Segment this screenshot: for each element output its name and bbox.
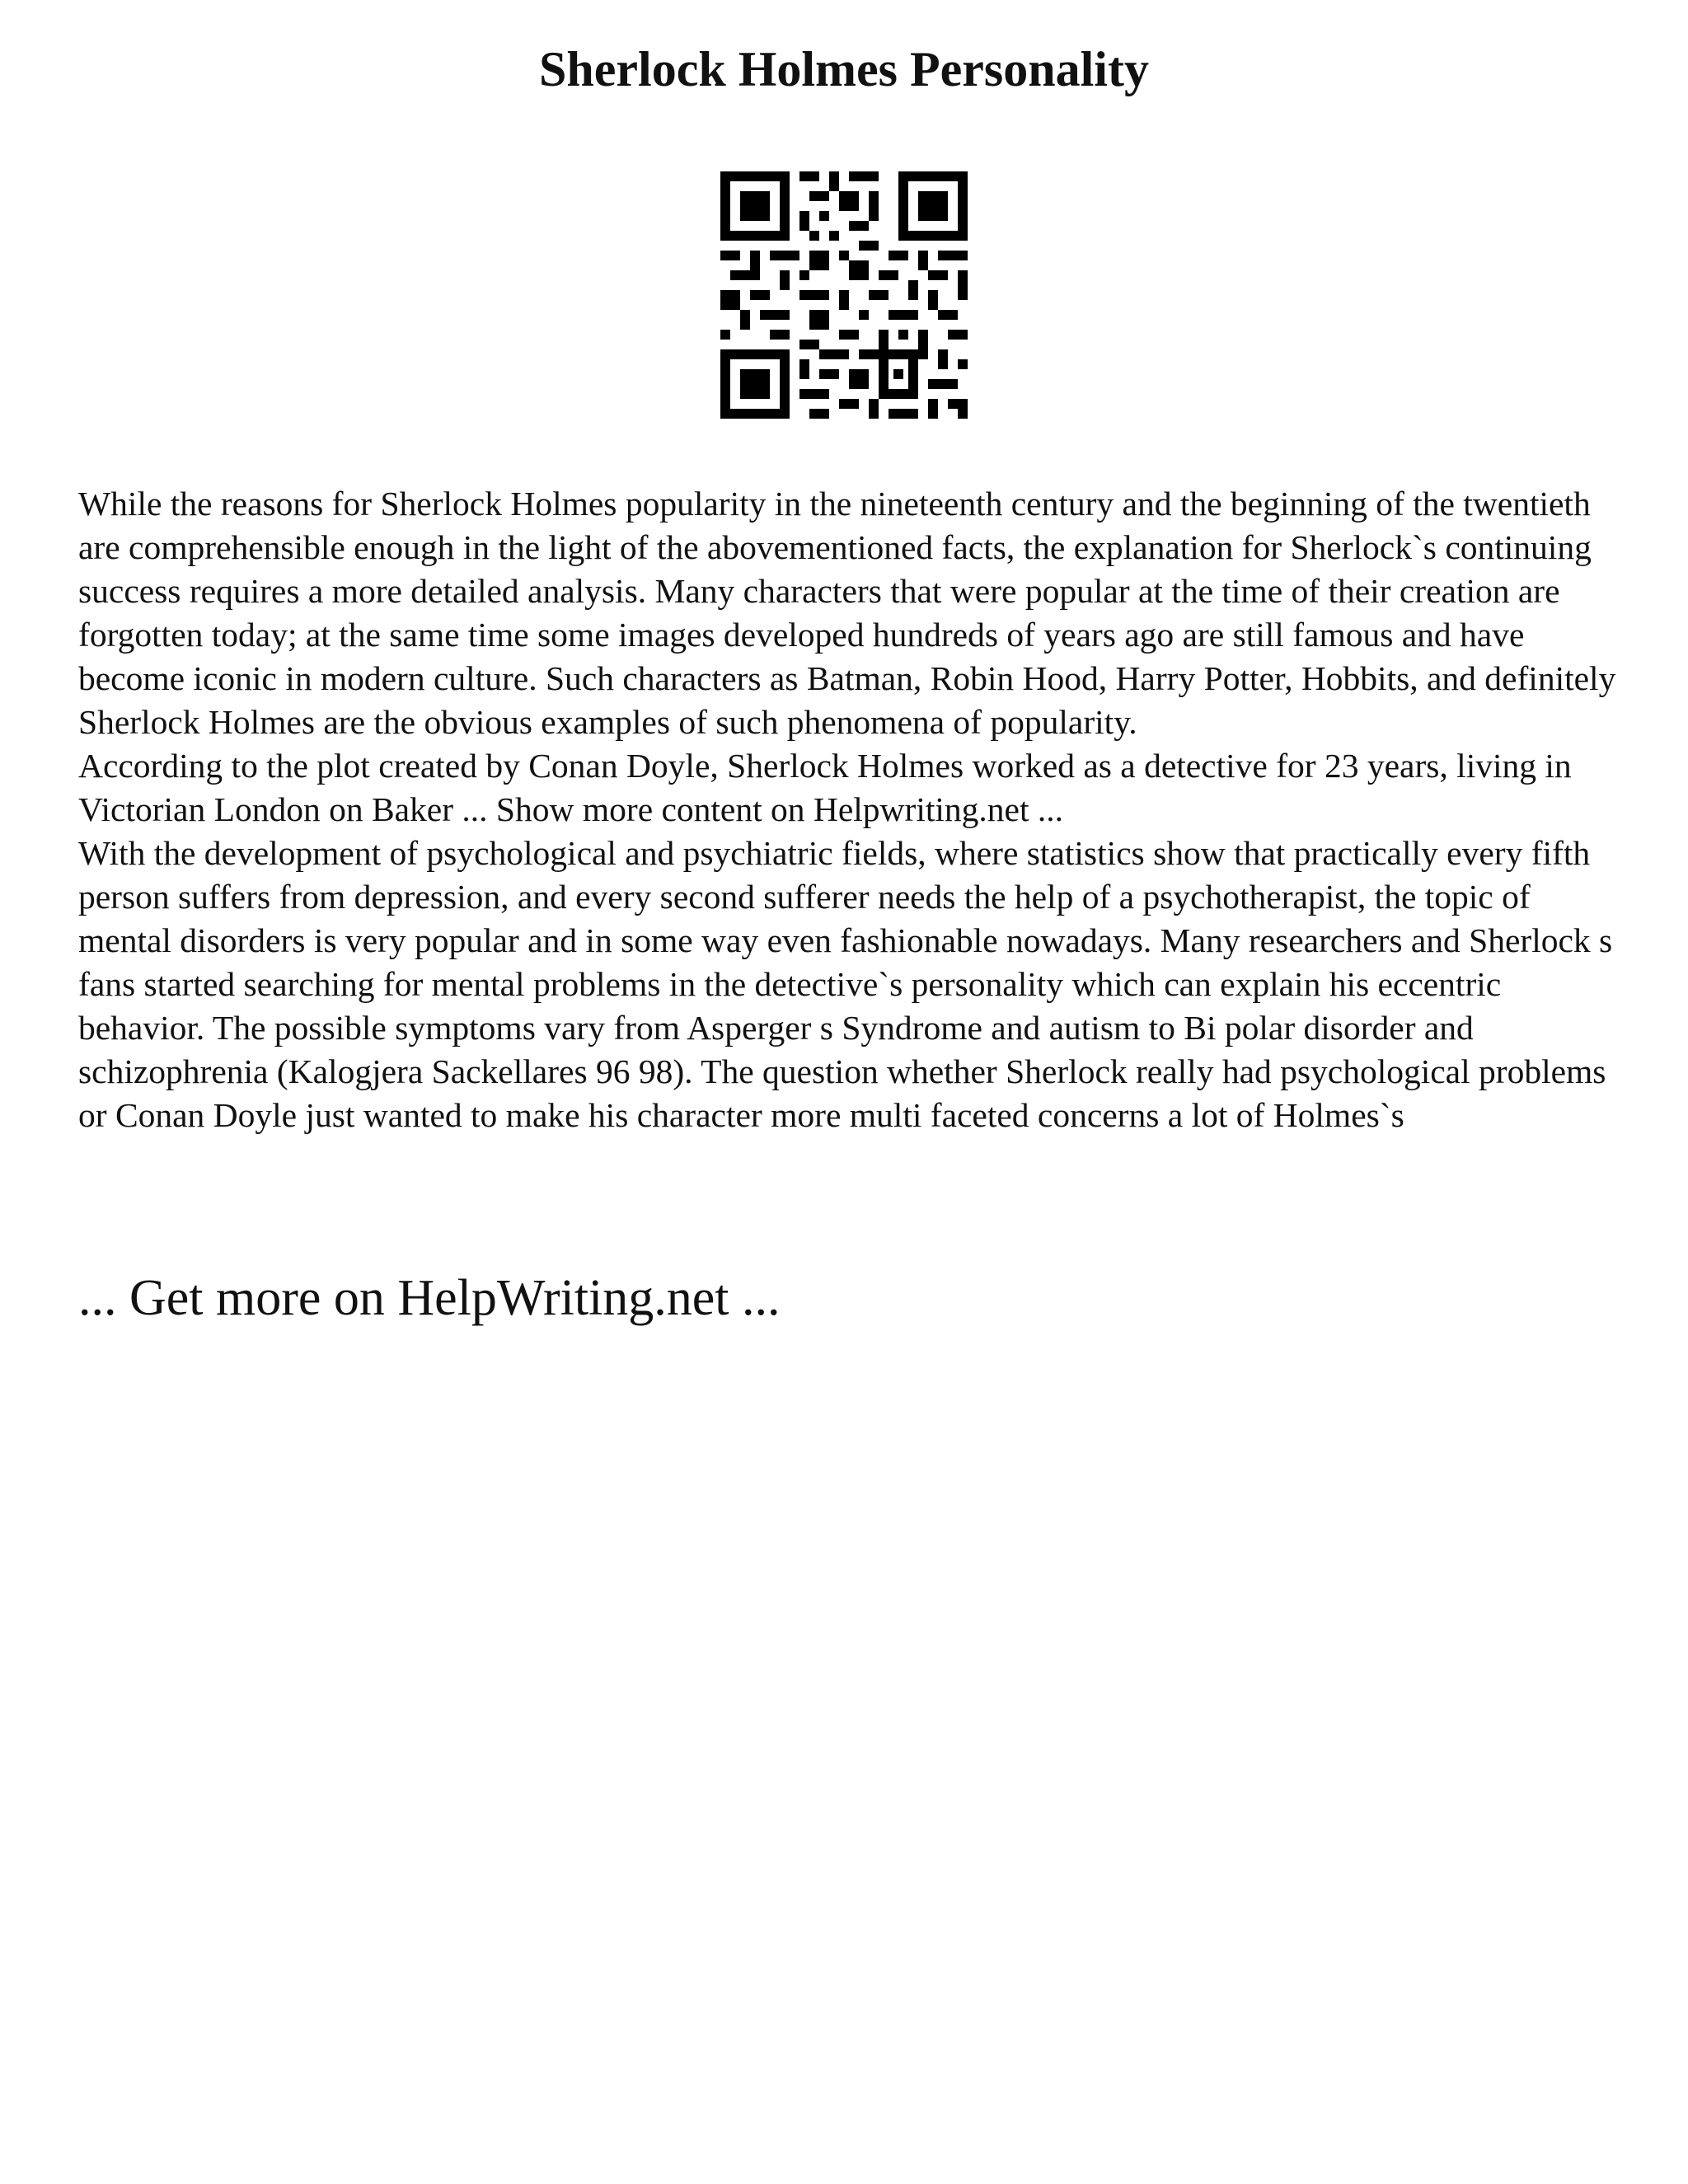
paragraph: According to the plot created by Conan Doyle, Sherlock Holmes worked as a detective for 23 years, living in Victorian London on Baker ... Show more content on Helpwriting.net ... <box>78 747 1572 828</box>
get-more-link[interactable]: ... Get more on HelpWriting.net ... <box>78 1270 781 1326</box>
page-title: Sherlock Holmes Personality <box>539 42 1149 96</box>
paragraph: With the development of psychological and psychiatric fields, where statistics show that practically every fifth person suffers from depression, and every second sufferer needs the help of a psychotherapist, the topic of mental disorders is very popular and in some way even fashionable nowadays. Many researchers and Sherlock s fans started searching for mental problems in the detective`s personality which can explain his eccentric behavior. The possible symptoms vary from Asperger s Syndrome and autism to Bi polar disorder and schizophrenia (Kalogjera Sackellares 96 98). The question whether Sherlock really had psychological problems or Conan Doyle just wanted to make his character more multi faceted concerns a lot of Holmes`s <box>78 834 1613 1134</box>
article-body <box>78 482 1628 1137</box>
qr-code-icon <box>720 171 968 419</box>
paragraph: While the reasons for Sherlock Holmes popularity in the nineteenth century and the beginning of the twentieth are comprehensible enough in the light of the abovementioned facts, the explanation for Sherlock`s continuing success requires a more detailed analysis. Many characters that were popular at the time of their creation are forgotten today; at the same time some images developed hundreds of years ago are still famous and have become iconic in modern culture. Such characters as Batman, Robin Hood, Harry Potter, Hobbits, and definitely Sherlock Holmes are the obvious examples of such phenomena of popularity. <box>78 485 1616 741</box>
